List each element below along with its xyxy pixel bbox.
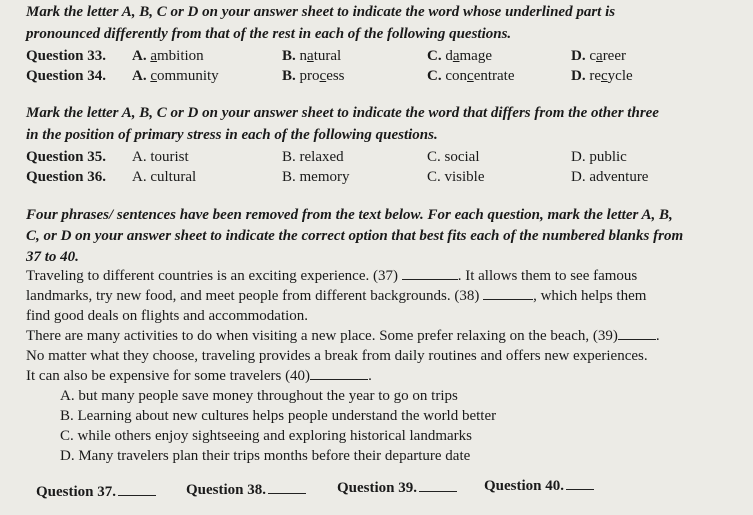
q36-option-b: B. memory — [282, 169, 350, 185]
q34-option-a: A. community — [132, 68, 219, 84]
gap-option-d: D. Many travelers plan their trips months before their departure date — [60, 448, 471, 464]
answer-39: Question 39. — [337, 478, 457, 498]
q35-option-a: A. tourist — [132, 149, 189, 165]
q36-option-a: A. cultural — [132, 169, 197, 185]
passage-line1: Traveling to different countries is an exciting experience. (37) . It allows them to see famous — [26, 268, 638, 284]
blank-40 — [310, 367, 368, 380]
q35-option-b: B. relaxed — [282, 149, 344, 165]
passage-line4: There are many activities to do when visiting a new place. Some prefer relaxing on the beach, (39) . — [26, 328, 660, 344]
q36-option-c: C. visible — [427, 169, 485, 185]
answer-38: Question 38. — [186, 480, 306, 500]
blank-39 — [618, 327, 656, 340]
q33-option-a: A. ambition — [132, 48, 204, 64]
q35-option-d: D. public — [571, 149, 627, 165]
q34-label: Question 34. — [26, 68, 107, 84]
q33-option-b: B. natural — [282, 48, 342, 64]
q33-option-d: D. career — [571, 48, 626, 64]
blank-37 — [402, 267, 458, 280]
q36-label: Question 36. — [26, 169, 107, 185]
q34-option-c: C. concentrate — [427, 68, 515, 84]
answer-40: Question 40. — [484, 476, 594, 496]
section3-instruction-line3: 37 to 40. — [26, 249, 79, 265]
section1-instruction-line2: pronounced differently from that of the rest in each of the following questions. — [26, 26, 512, 42]
q35-option-c: C. social — [427, 149, 480, 165]
section3-instruction-line1: Four phrases/ sentences have been removed from the text below. For each question, mark the letter A, B, — [26, 207, 673, 223]
passage-line3: find good deals on flights and accommodation. — [26, 308, 309, 324]
section1-instruction-line1: Mark the letter A, B, C or D on your answer sheet to indicate the word whose underlined part is — [26, 4, 616, 20]
passage-line5: No matter what they choose, traveling provides a break from daily routines and offers new experiences. — [26, 348, 648, 364]
q34-option-d: D. recycle — [571, 68, 633, 84]
q35-label: Question 35. — [26, 149, 107, 165]
gap-option-a: A. but many people save money throughout the year to go on trips — [60, 388, 458, 404]
section2-instruction-line1: Mark the letter A, B, C or D on your answer sheet to indicate the word that differs from the other three — [26, 105, 659, 121]
section3-instruction-line2: C, or D on your answer sheet to indicate the correct option that best fits each of the numbered blanks from — [26, 228, 684, 244]
passage-line6: It can also be expensive for some travelers (40) . — [26, 368, 372, 384]
gap-option-b: B. Learning about new cultures helps people understand the world better — [60, 408, 497, 424]
q33-label: Question 33. — [26, 48, 107, 64]
gap-option-c: C. while others enjoy sightseeing and exploring historical landmarks — [60, 428, 473, 444]
section2-instruction-line2: in the position of primary stress in each of the following questions. — [26, 127, 438, 143]
q36-option-d: D. adventure — [571, 169, 649, 185]
passage-line2: landmarks, try new food, and meet people from different backgrounds. (38) , which helps them — [26, 288, 647, 304]
q34-option-b: B. process — [282, 68, 345, 84]
answer-37: Question 37. — [36, 482, 156, 502]
blank-38 — [483, 287, 533, 300]
q33-option-c: C. damage — [427, 48, 492, 64]
